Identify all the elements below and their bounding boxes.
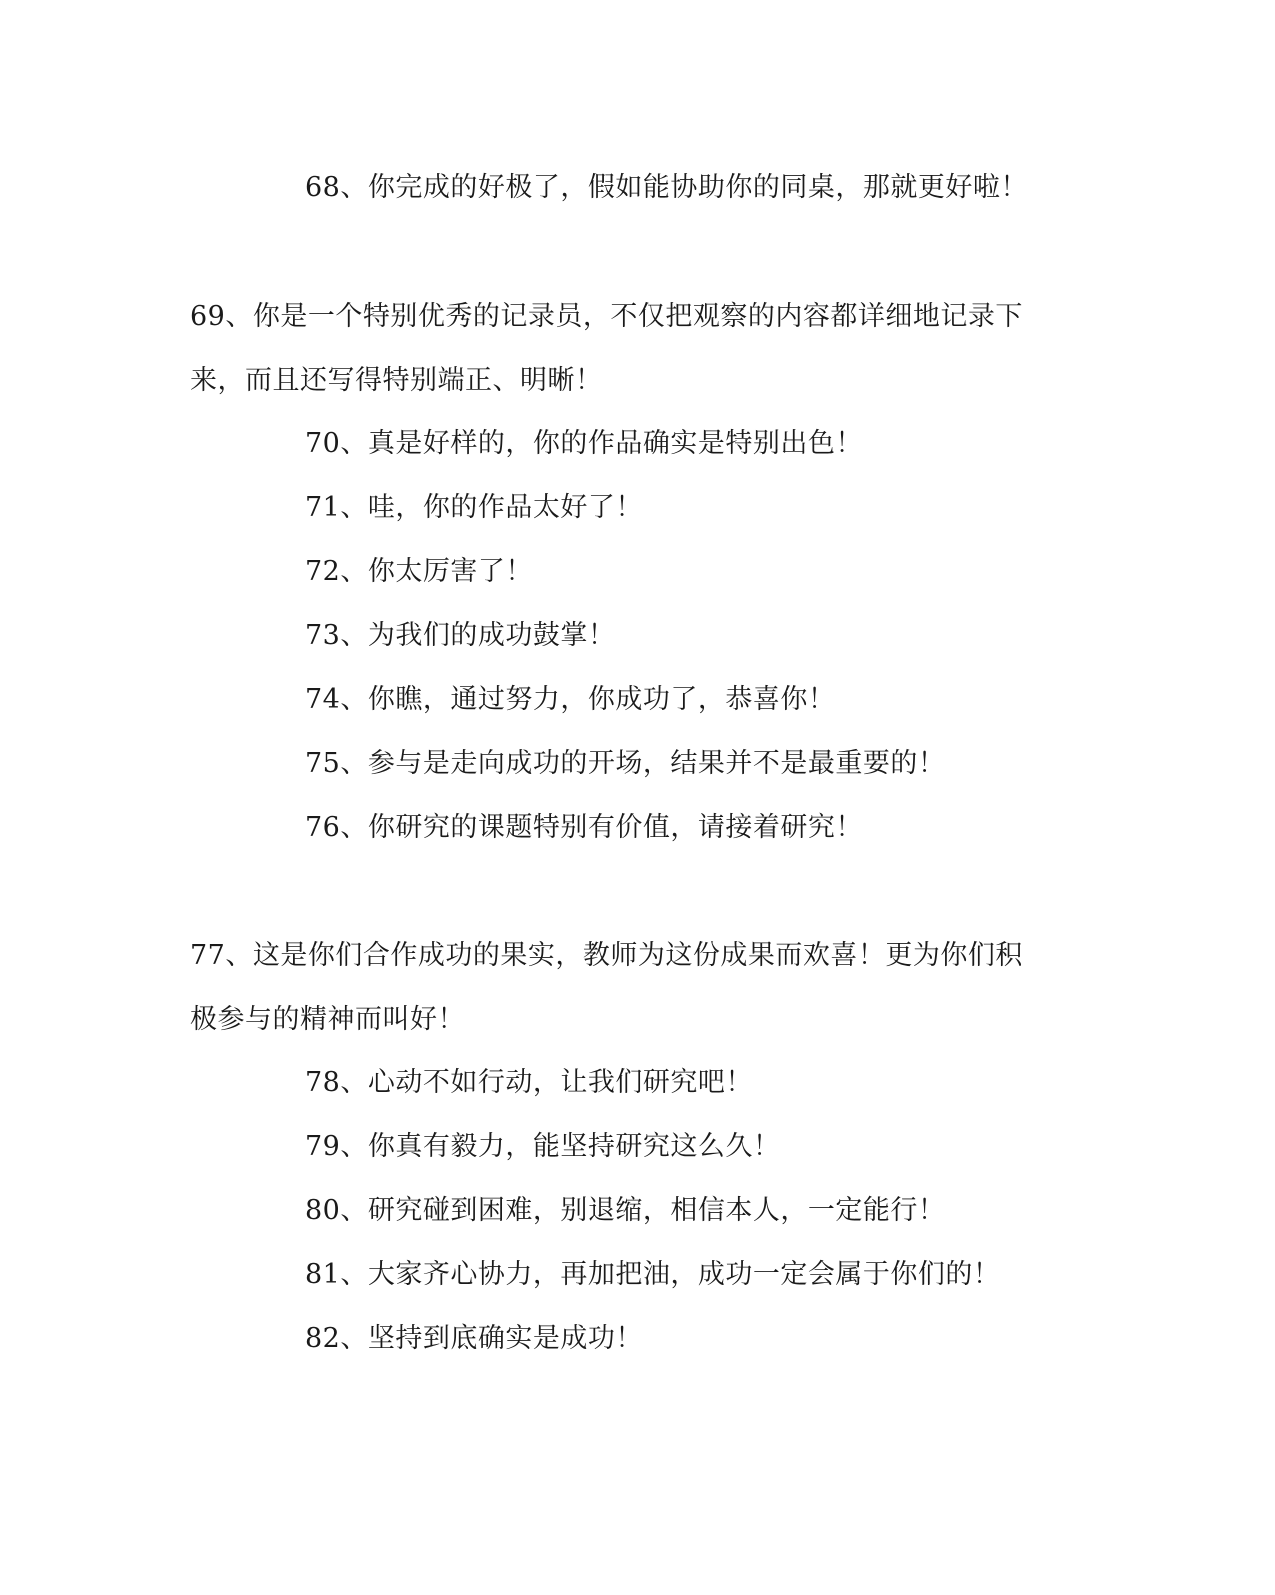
paragraph-73: 73、为我们的成功鼓掌！	[305, 620, 616, 651]
paragraph-71: 71、哇，你的作品太好了！	[305, 492, 643, 523]
paragraph-82: 82、坚持到底确实是成功！	[305, 1323, 643, 1354]
paragraph-78: 78、心动不如行动，让我们研究吧！	[305, 1067, 753, 1098]
paragraph-77-line-1: 77、这是你们合作成功的果实，教师为这份成果而欢喜！更为你们积	[190, 940, 1023, 971]
paragraph-74: 74、你瞧，通过努力，你成功了，恭喜你！	[305, 684, 836, 715]
paragraph-69-line-1: 69、你是一个特别优秀的记录员，不仅把观察的内容都详细地记录下	[190, 301, 1023, 332]
paragraph-68: 68、你完成的好极了，假如能协助你的同桌，那就更好啦！	[305, 172, 1028, 203]
paragraph-72: 72、你太厉害了！	[305, 556, 533, 587]
paragraph-70: 70、真是好样的，你的作品确实是特别出色！	[305, 428, 863, 459]
paragraph-76: 76、你研究的课题特别有价值，请接着研究！	[305, 812, 863, 843]
paragraph-77-line-2: 极参与的精神而叫好！	[190, 1004, 465, 1035]
paragraph-80: 80、研究碰到困难，别退缩，相信本人，一定能行！	[305, 1195, 946, 1226]
paragraph-81: 81、大家齐心协力，再加把油，成功一定会属于你们的！	[305, 1259, 1001, 1290]
paragraph-79: 79、你真有毅力，能坚持研究这么久！	[305, 1131, 781, 1162]
paragraph-69-line-2: 来，而且还写得特别端正、明晰！	[190, 365, 603, 396]
paragraph-75: 75、参与是走向成功的开场，结果并不是最重要的！	[305, 748, 946, 779]
